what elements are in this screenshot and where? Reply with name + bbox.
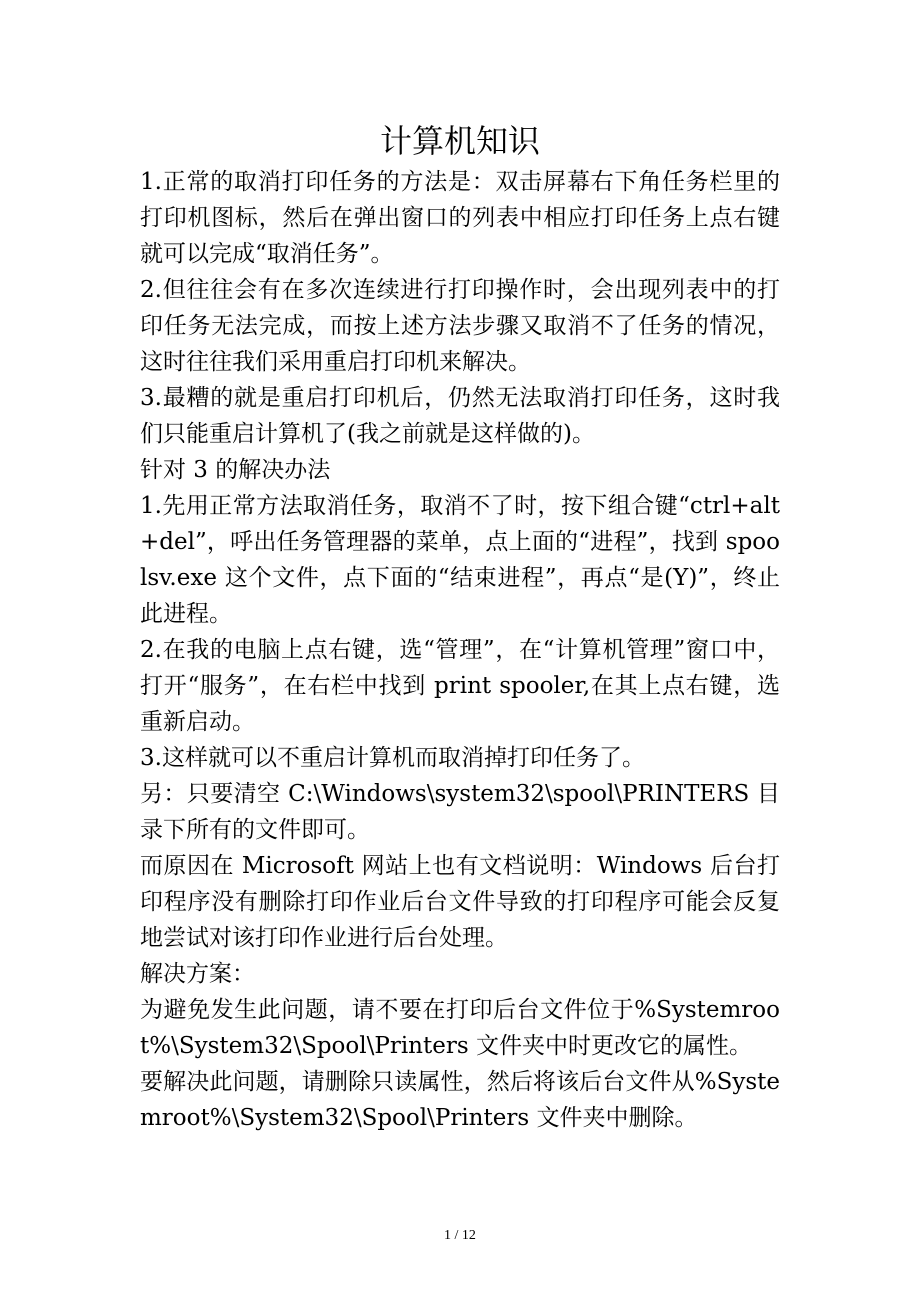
paragraph-3: 3.最糟的就是重启打印机后，仍然无法取消打印任务，这时我们只能重启计算机了(我之前就是这样做的)。 bbox=[140, 385, 780, 447]
paragraph-solution-1: 为避免发生此问题，请不要在打印后台文件位于%Systemroot%\System32\Spool\Printers 文件夹中时更改它的属性。 bbox=[140, 997, 780, 1059]
paragraph-alternative: 另：只要清空 C:\Windows\system32\spool\PRINTERS 目录下所有的文件即可。 bbox=[140, 781, 780, 843]
paragraph-step-3: 3.这样就可以不重启计算机而取消掉打印任务了。 bbox=[140, 745, 645, 771]
paragraph-2: 2.但往往会有在多次连续进行打印操作时，会出现列表中的打印任务无法完成，而按上述方法步骤又取消不了任务的情况，这时往往我们采用重启打印机来解决。 bbox=[140, 277, 780, 375]
paragraph-cause: 而原因在 Microsoft 网站上也有文档说明：Windows 后台打印程序没有删除打印作业后台文件导致的打印程序可能会反复地尝试对该打印作业进行后台处理。 bbox=[140, 853, 780, 951]
paragraph-1: 1.正常的取消打印任务的方法是：双击屏幕右下角任务栏里的打印机图标，然后在弹出窗口的列表中相应打印任务上点右键就可以完成“取消任务”。 bbox=[140, 169, 780, 267]
document-page bbox=[140, 118, 780, 1136]
page-title: 计算机知识 bbox=[379, 122, 540, 160]
paragraph-step-2: 2.在我的电脑上点右键，选“管理”，在“计算机管理”窗口中，打开“服务”，在右栏中找到 print spooler,在其上点右键，选重新启动。 bbox=[140, 637, 780, 735]
solution-heading: 解决方案： bbox=[140, 961, 255, 987]
section-heading: 针对 3 的解决办法 bbox=[140, 457, 331, 483]
page-number: 1 / 12 bbox=[444, 1228, 476, 1243]
paragraph-step-1: 1.先用正常方法取消任务，取消不了时，按下组合键“ctrl+alt+del”，呼出任务管理器的菜单，点上面的“进程”，找到 spoolsv.exe 这个文件，点下面的“结束进程”，再点“是(Y)”，终止此进程。 bbox=[140, 493, 780, 627]
paragraph-solution-2: 要解决此问题，请删除只读属性，然后将该后台文件从%Systemroot%\System32\Spool\Printers 文件夹中删除。 bbox=[140, 1069, 780, 1131]
